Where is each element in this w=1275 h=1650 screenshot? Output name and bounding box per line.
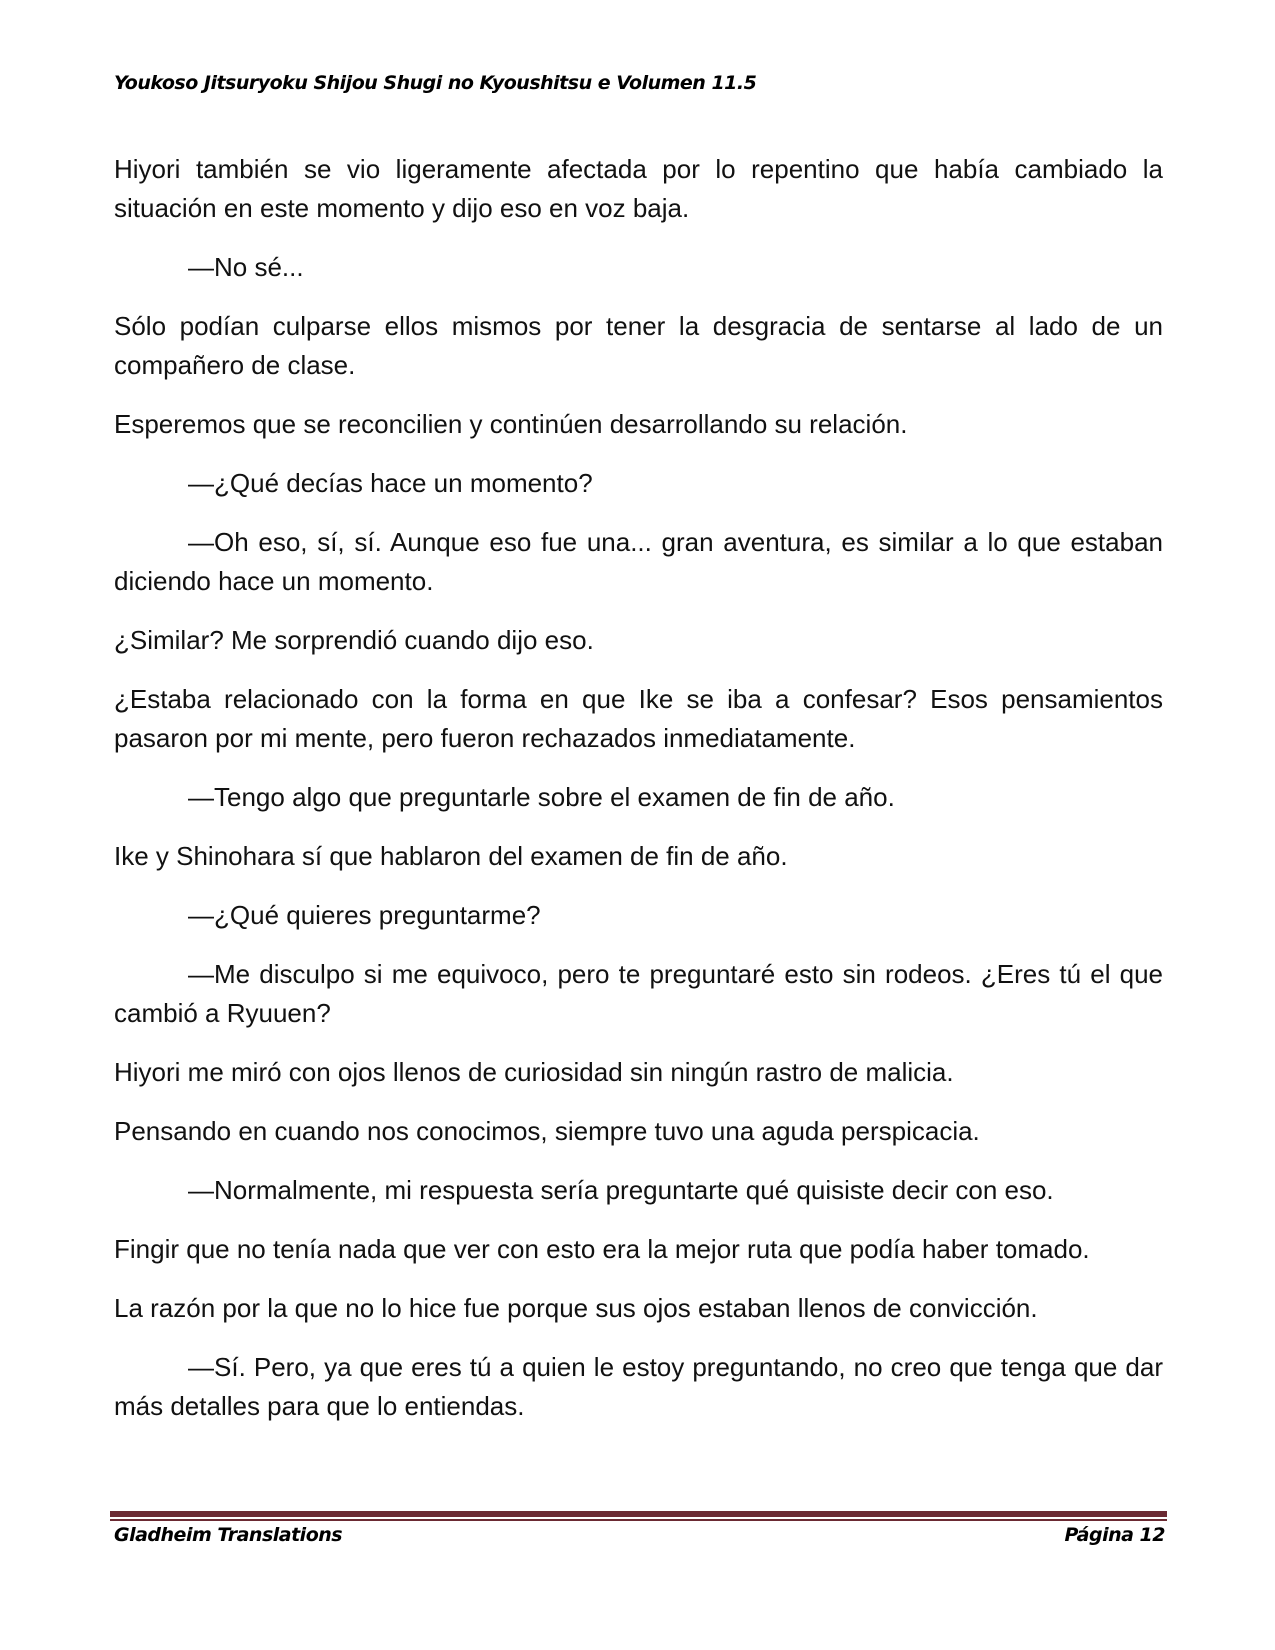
narration-paragraph: ¿Similar? Me sorprendió cuando dijo eso. (114, 625, 594, 655)
narration-paragraph: Pensando en cuando nos conocimos, siempre tuvo una aguda perspicacia. (114, 1116, 980, 1146)
dialogue-paragraph: —Oh eso, sí, sí. Aunque eso fue una... gran aventura, es similar a lo que estaban diciendo hace un momento. (114, 527, 1163, 596)
narration-paragraph: Hiyori también se vio ligeramente afectada por lo repentino que había cambiado la situación en este momento y dijo eso en voz baja. (114, 154, 1163, 223)
footer-rule-thick (110, 1511, 1167, 1517)
page-header-title: Youkoso Jitsuryoku Shijou Shugi no Kyoushitsu e Volumen 11.5 (114, 72, 757, 94)
dialogue-paragraph: —No sé... (188, 252, 304, 282)
dialogue-paragraph: —Me disculpo si me equivoco, pero te preguntaré esto sin rodeos. ¿Eres tú el que cambió a Ryuuen? (114, 959, 1163, 1028)
dialogue-paragraph: —Normalmente, mi respuesta sería preguntarte qué quisiste decir con eso. (188, 1175, 1054, 1205)
narration-paragraph: Esperemos que se reconcilien y continúen desarrollando su relación. (114, 409, 908, 439)
footer-rule-thin (110, 1519, 1167, 1521)
dialogue-paragraph: —¿Qué quieres preguntarme? (188, 900, 541, 930)
dialogue-paragraph: —¿Qué decías hace un momento? (188, 468, 593, 498)
narration-paragraph: Hiyori me miró con ojos llenos de curiosidad sin ningún rastro de malicia. (114, 1057, 954, 1087)
narration-paragraph: La razón por la que no lo hice fue porque sus ojos estaban llenos de convicción. (114, 1293, 1038, 1323)
narration-paragraph: Sólo podían culparse ellos mismos por tener la desgracia de sentarse al lado de un compañero de clase. (114, 311, 1163, 380)
narration-paragraph: ¿Estaba relacionado con la forma en que Ike se iba a confesar? Esos pensamientos pasaron por mi mente, pero fueron rechazados inmediatamente. (114, 684, 1163, 753)
narration-paragraph: Fingir que no tenía nada que ver con esto era la mejor ruta que podía haber tomado. (114, 1234, 1090, 1264)
footer-translator: Gladheim Translations (114, 1524, 343, 1546)
narration-paragraph: Ike y Shinohara sí que hablaron del examen de fin de año. (114, 841, 788, 871)
page-body (114, 150, 1163, 1446)
footer-page-number: Página 12 (1064, 1524, 1165, 1546)
dialogue-paragraph: —Tengo algo que preguntarle sobre el examen de fin de año. (188, 782, 895, 812)
dialogue-paragraph: —Sí. Pero, ya que eres tú a quien le estoy preguntando, no creo que tenga que dar más detalles para que lo entiendas. (114, 1352, 1163, 1421)
